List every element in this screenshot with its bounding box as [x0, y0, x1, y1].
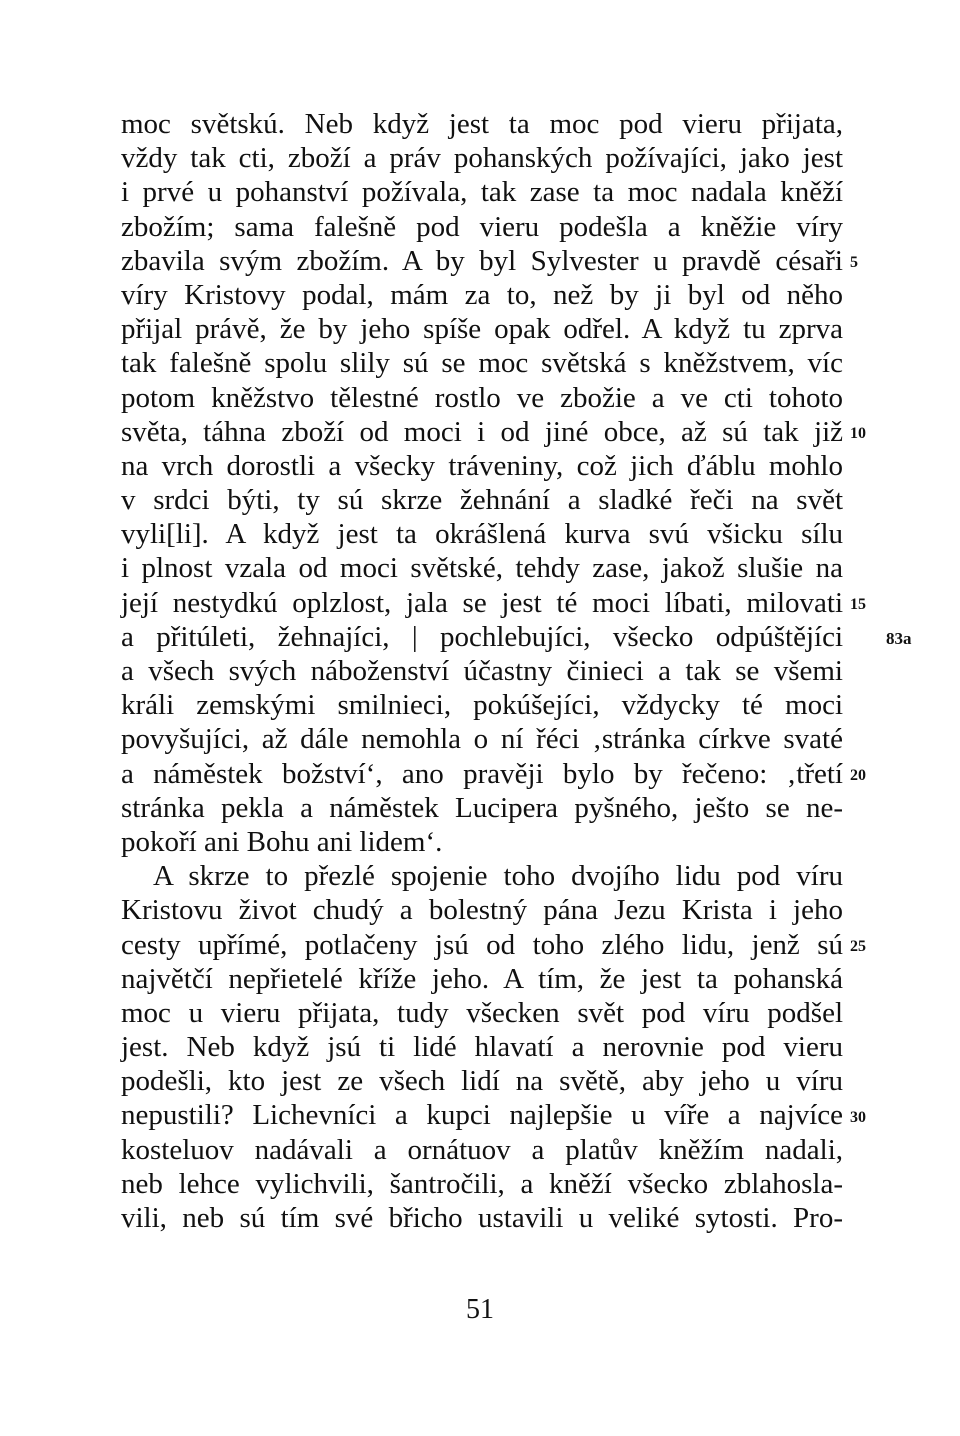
text-line: Kristovu život chudý a bolestný pána Jezu Krista i jeho [121, 894, 843, 927]
text-line: povyšujíci, až dále nemohla o ní řéci ‚stránka církve svaté [121, 723, 843, 756]
text-line: kosteluov nadávali a ornátuov a platův kněžím nadali, [121, 1133, 843, 1166]
text-line: zbavila svým zbožím. A by byl Sylvester u pravdě césaři [121, 244, 843, 277]
text-line: i prvé u pohanství požívala, tak zase ta moc nadala kněží [121, 176, 843, 209]
text-line: víry Kristovy podal, mám za to, než by ji byl od něho [121, 278, 843, 311]
text-line: vždy tak cti, zboží a práv pohanských požívajíci, jako jest [121, 142, 843, 175]
text-line: i plnost vzala od moci světské, tehdy zase, jakož slušie na [121, 552, 843, 585]
text-line: v srdci býti, ty sú skrze žehnání a sladké řeči na svět [121, 484, 843, 517]
text-line: vyli[li]. A když jest ta okrášlená kurva svú všicku sílu [121, 518, 843, 551]
text-line: podešli, kto jest ze všech lidí na světě, aby jeho u víru [121, 1065, 843, 1098]
line-number: 30 [850, 1108, 866, 1126]
text-line: na vrch dorostli a všecky tráveniny, což jich ďáblu mohlo [121, 449, 843, 482]
line-number: 25 [850, 937, 866, 955]
text-line: a přitúleti, žehnajíci, | pochlebujíci, všecko odpúštějíci [121, 620, 843, 653]
text-line: a náměstek božství‘, ano pravěji bylo by řečeno: ‚třetí [121, 757, 843, 790]
text-line: A skrze to přezlé spojenie toho dvojího lidu pod víru [153, 860, 843, 893]
text-line: přijal právě, že by jeho spíše opak odřel. A když tu zprva [121, 313, 843, 346]
folio-marker: 83a [886, 629, 912, 648]
text-line: jest. Neb když jsú ti lidé hlavatí a nerovnie pod vieru [121, 1031, 843, 1064]
text-line: tak falešně spolu slily sú se moc světská s kněžstvem, víc [121, 347, 843, 380]
text-line: stránka pekla a náměstek Lucipera pyšného, ješto se ne- [121, 791, 843, 824]
text-line: a všech svých náboženství účastny činieci a tak se všemi [121, 655, 843, 687]
text-line: nepustili? Lichevníci a kupci najlepšie u víře a najvíce [121, 1099, 843, 1132]
text-line: najvětčí nepřietelé kříže jeho. A tím, že jest ta pohanská [121, 962, 843, 995]
text-line: králi zemskými smilnieci, pokúšejíci, vždycky té moci [121, 689, 843, 722]
text-line: cesty upřímé, potlačeny jsú od toho zlého lidu, jenž sú [121, 928, 843, 961]
text-line: moc u vieru přijata, tudy všecken svět pod víru podšel [121, 996, 843, 1029]
text-line: světa, táhna zboží od moci i od jiné obce, až sú tak již [121, 415, 843, 448]
text-line: neb lehce vylichvili, šantročili, a kněží všecko zblahosla- [121, 1167, 843, 1200]
line-number: 20 [850, 766, 866, 784]
body-text [121, 107, 843, 1235]
page-number: 51 [466, 1294, 494, 1325]
text-line: potom kněžstvo tělestné rostlo ve zbožie a ve cti tohoto [121, 381, 843, 414]
text-line: její nestydkú oplzlost, jala se jest té moci líbati, milovati [121, 586, 843, 619]
line-number: 5 [850, 253, 858, 271]
text-line: zbožím; sama falešně pod vieru podešla a kněžie víry [121, 210, 843, 243]
text-line: moc světskú. Neb když jest ta moc pod vieru přijata, [121, 108, 843, 140]
text-line: pokoří ani Bohu ani lidem‘. [121, 825, 443, 858]
text-line: vili, neb sú tím své břicho ustavili u veliké sytosti. Pro- [121, 1202, 843, 1234]
line-number: 10 [850, 424, 866, 442]
line-number: 15 [850, 595, 866, 613]
